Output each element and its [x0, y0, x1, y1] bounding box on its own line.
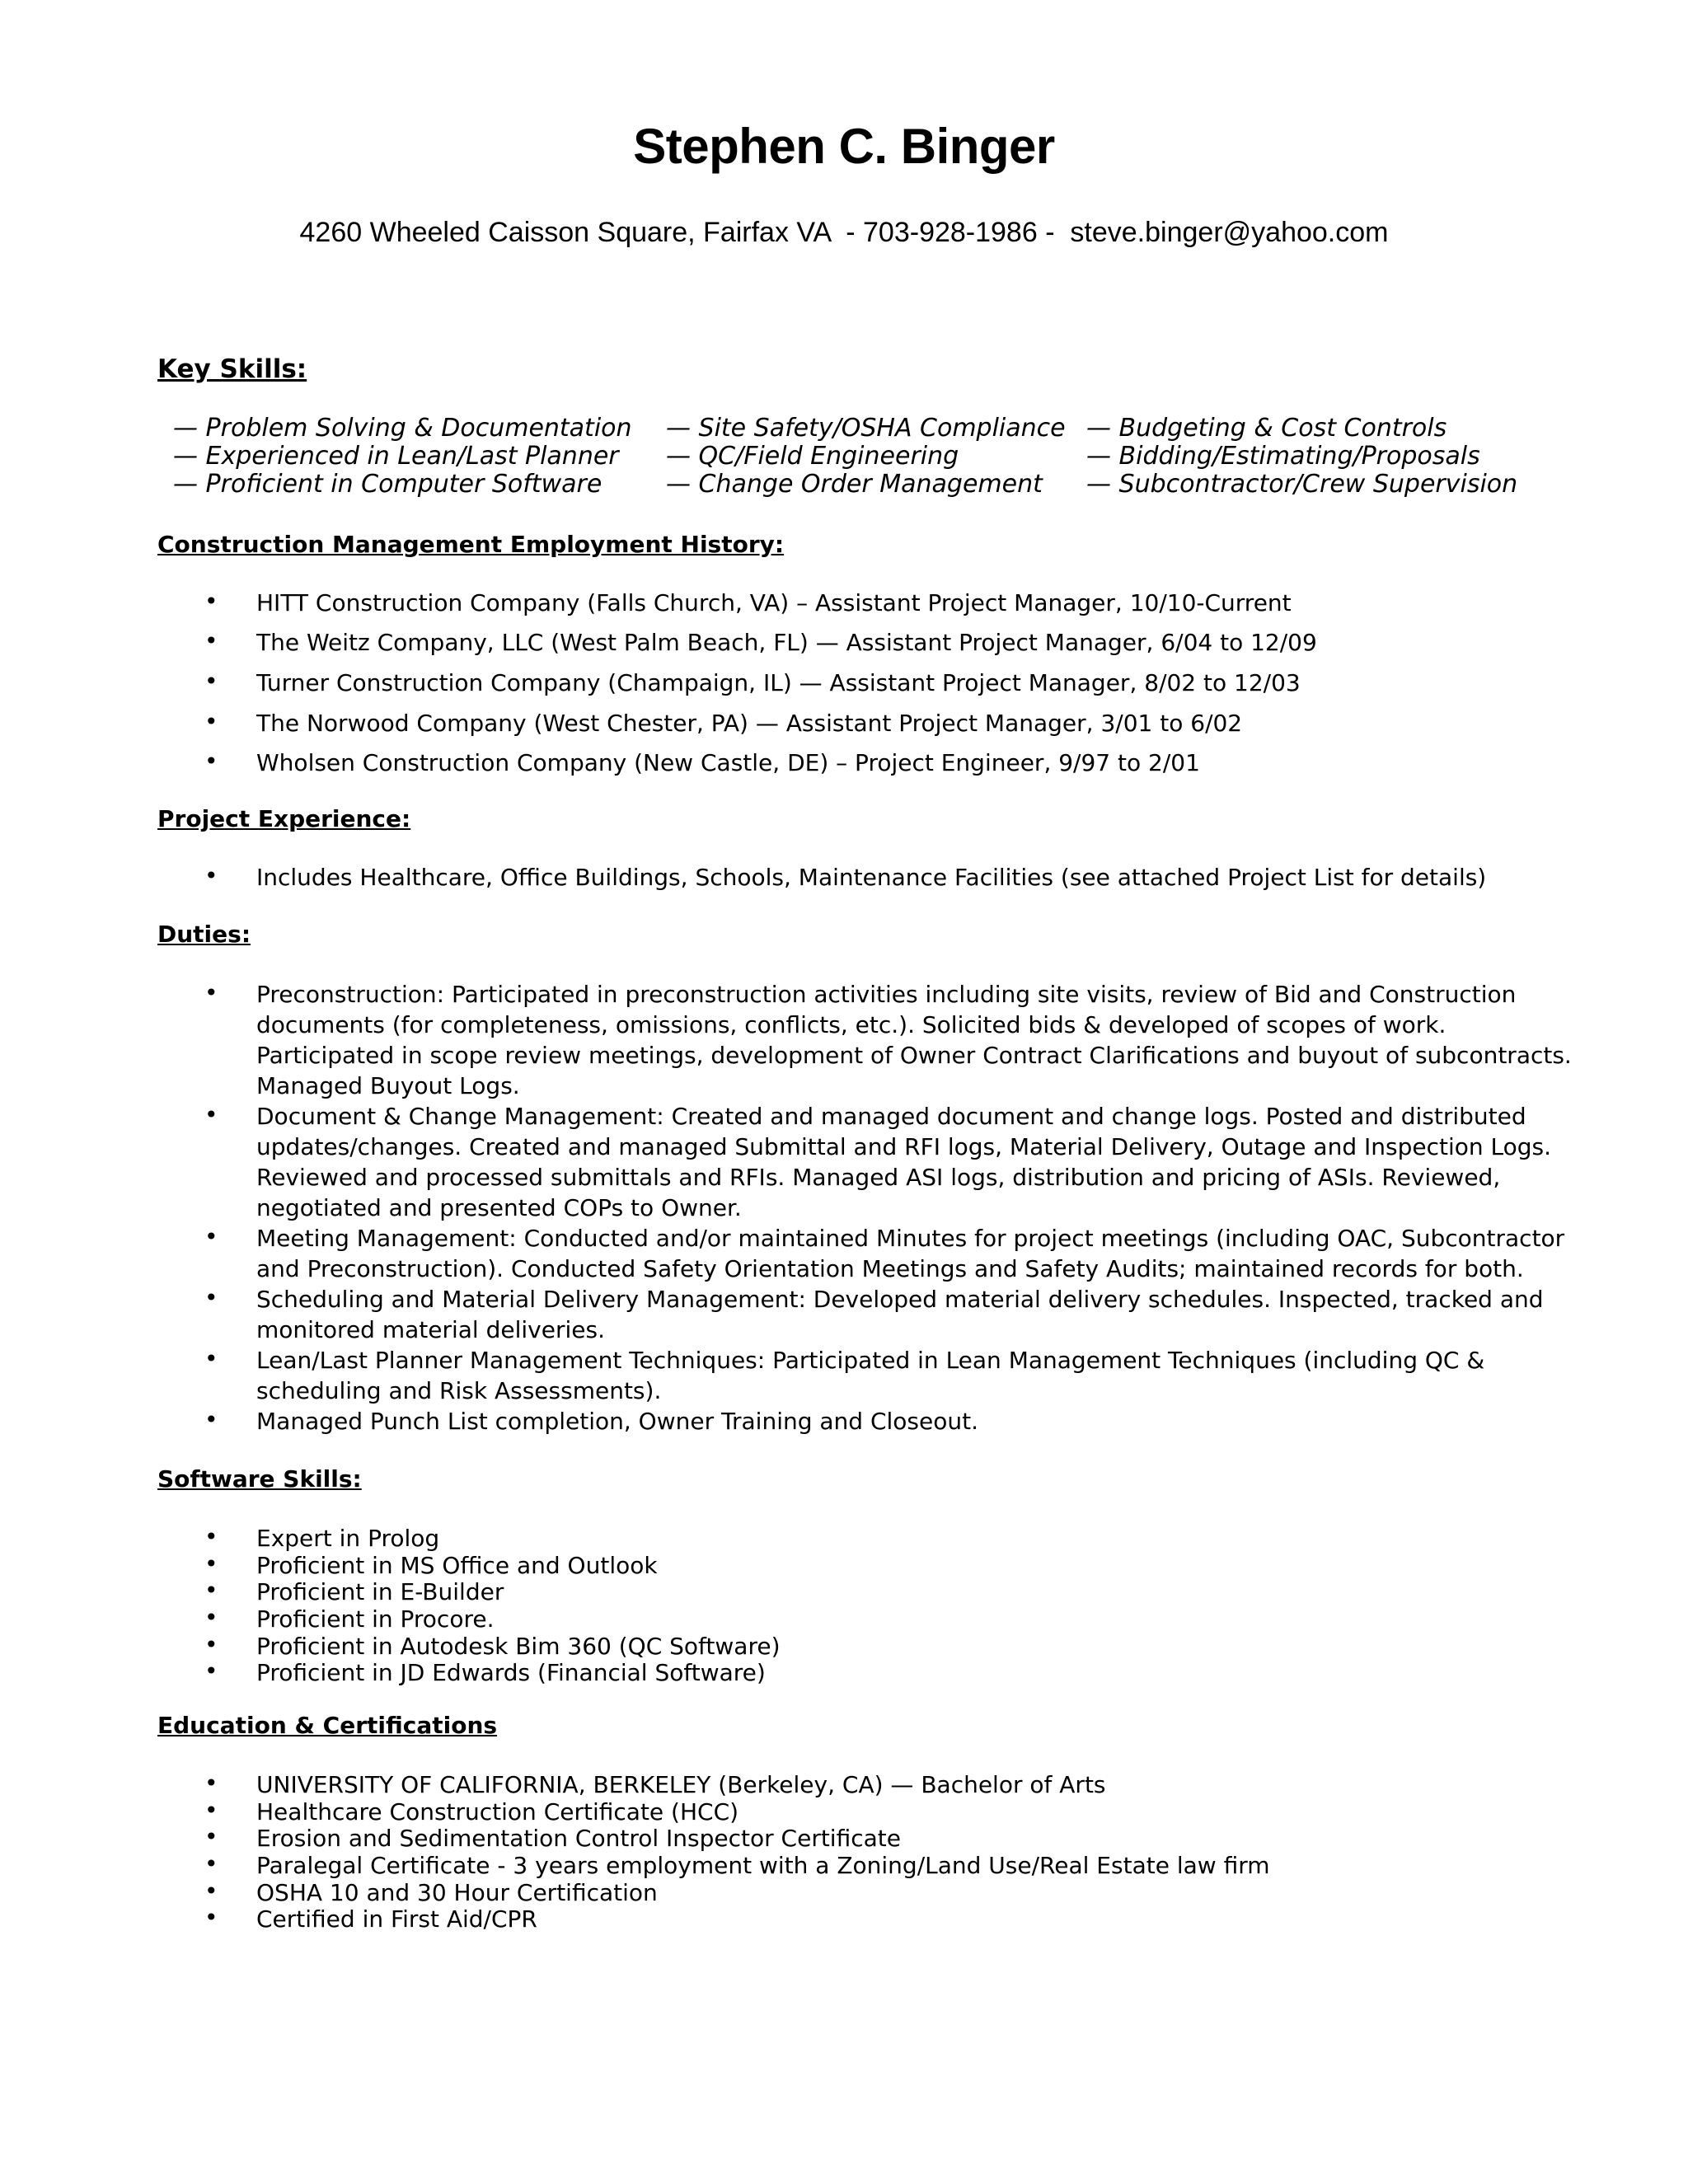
- skill-item: — Experienced in Lean/Last Planner: [173, 442, 619, 471]
- skill-item: — Subcontractor/Crew Supervision: [1086, 470, 1518, 499]
- bullet: •: [204, 1631, 218, 1658]
- bullet: •: [204, 1345, 218, 1372]
- education-heading: Education & Certifications: [157, 1712, 498, 1739]
- bullet: •: [204, 1523, 218, 1550]
- project-experience-item: Includes Healthcare, Office Buildings, Schools, Maintenance Facilities (see attached Project List for details): [256, 864, 1487, 891]
- employment-item: Wholsen Construction Company (New Castle, DE) – Project Engineer, 9/97 to 2/01: [256, 749, 1200, 776]
- duty-line: monitored material deliveries.: [256, 1316, 605, 1343]
- duty-line: scheduling and Risk Assessments).: [256, 1377, 662, 1404]
- bullet: •: [204, 1577, 218, 1604]
- project-experience-heading: Project Experience:: [157, 805, 411, 832]
- skill-item: — Budgeting & Cost Controls: [1086, 414, 1447, 443]
- duty-line: negotiated and presented COPs to Owner.: [256, 1194, 742, 1221]
- duty-line: documents (for completeness, omissions, conflicts, etc.). Solicited bids & developed of scopes of work.: [256, 1011, 1447, 1038]
- duty-line: Preconstruction: Participated in preconstruction activities including site visits, review of Bid and Construction: [256, 981, 1517, 1008]
- duty-line: Participated in scope review meetings, development of Owner Contract Clarifications and buyout of subcontracts.: [256, 1042, 1572, 1069]
- duty-line: updates/changes. Created and managed Submittal and RFI logs, Material Delivery, Outage and Inspection Logs.: [256, 1133, 1552, 1160]
- education-item: OSHA 10 and 30 Hour Certification: [256, 1879, 658, 1906]
- key-skills-heading: Key Skills:: [157, 354, 307, 384]
- employment-item: The Weitz Company, LLC (West Palm Beach, FL) — Assistant Project Manager, 6/04 to 12/09: [256, 629, 1317, 656]
- software-item: Proficient in Procore.: [256, 1605, 495, 1633]
- contact-line: 4260 Wheeled Caisson Square, Fairfax VA - 703-928-1986 - steve.binger@yahoo.com: [299, 217, 1389, 248]
- bullet: •: [204, 1850, 218, 1877]
- education-item: UNIVERSITY OF CALIFORNIA, BERKELEY (Berkeley, CA) — Bachelor of Arts: [256, 1771, 1106, 1798]
- duty-item: [256, 1406, 1526, 1436]
- education-item: Erosion and Sedimentation Control Inspector Certificate: [256, 1825, 901, 1852]
- skill-item: — Change Order Management: [666, 470, 1043, 499]
- duties-heading: Duties:: [157, 921, 251, 948]
- software-item: Expert in Prolog: [256, 1525, 440, 1552]
- skill-item: — Site Safety/OSHA Compliance: [666, 414, 1066, 443]
- skill-item: — Problem Solving & Documentation: [173, 414, 632, 443]
- bullet: •: [204, 588, 218, 615]
- software-item: Proficient in JD Edwards (Financial Software): [256, 1659, 766, 1686]
- duty-line: Managed Punch List completion, Owner Training and Closeout.: [256, 1408, 978, 1435]
- bullet: •: [204, 627, 218, 654]
- duty-item: [256, 1101, 1552, 1223]
- software-item: Proficient in Autodesk Bim 360 (QC Software): [256, 1633, 781, 1660]
- bullet: •: [204, 1284, 218, 1311]
- bullet: •: [204, 1769, 218, 1797]
- employment-heading: Construction Management Employment History:: [157, 531, 785, 558]
- bullet: •: [204, 1223, 218, 1250]
- employment-item: The Norwood Company (West Chester, PA) — Assistant Project Manager, 3/01 to 6/02: [256, 710, 1243, 737]
- duty-line: Meeting Management: Conducted and/or maintained Minutes for project meetings (including OAC, Subcontractor: [256, 1225, 1565, 1252]
- bullet: •: [204, 1797, 218, 1824]
- software-heading: Software Skills:: [157, 1465, 362, 1493]
- employment-item: Turner Construction Company (Champaign, IL) — Assistant Project Manager, 8/02 to 12/03: [256, 669, 1301, 696]
- duty-line: Document & Change Management: Created and managed document and change logs. Posted and distributed: [256, 1103, 1526, 1130]
- bullet: •: [204, 979, 218, 1006]
- bullet: •: [204, 862, 218, 889]
- bullet: •: [204, 1657, 218, 1685]
- education-item: Healthcare Construction Certificate (HCC): [256, 1798, 739, 1825]
- bullet: •: [204, 1604, 218, 1631]
- bullet: •: [204, 1823, 218, 1850]
- bullet: •: [204, 668, 218, 695]
- bullet: •: [204, 1101, 218, 1128]
- bullet: •: [204, 1877, 218, 1905]
- bullet: •: [204, 1406, 218, 1433]
- software-item: Proficient in E-Builder: [256, 1578, 504, 1605]
- education-item: Paralegal Certificate - 3 years employment with a Zoning/Land Use/Real Estate law firm: [256, 1852, 1270, 1879]
- duty-item: [256, 1223, 1565, 1284]
- resume-name: Stephen C. Binger: [633, 119, 1055, 174]
- bullet: •: [204, 1550, 218, 1577]
- duty-line: Lean/Last Planner Management Techniques: Participated in Lean Management Techniques (including QC &: [256, 1347, 1485, 1374]
- duty-item: [256, 1284, 1544, 1345]
- duty-item: [256, 1345, 1526, 1406]
- education-item: Certified in First Aid/CPR: [256, 1905, 537, 1933]
- bullet: •: [204, 748, 218, 775]
- duty-line: Managed Buyout Logs.: [256, 1072, 520, 1099]
- duty-line: and Preconstruction). Conducted Safety Orientation Meetings and Safety Audits; maintained records for both.: [256, 1255, 1524, 1282]
- skill-item: — Bidding/Estimating/Proposals: [1086, 442, 1480, 471]
- skill-item: — QC/Field Engineering: [666, 442, 959, 471]
- bullet: •: [204, 708, 218, 735]
- skill-item: — Proficient in Computer Software: [173, 470, 603, 499]
- duty-line: Scheduling and Material Delivery Management: Developed material delivery schedules. Inspected, tracked and: [256, 1286, 1544, 1313]
- duty-line: Reviewed and processed submittals and RFIs. Managed ASI logs, distribution and pricing of ASIs. Reviewed,: [256, 1164, 1501, 1191]
- bullet: •: [204, 1904, 218, 1931]
- employment-item: HITT Construction Company (Falls Church, VA) – Assistant Project Manager, 10/10-Current: [256, 589, 1292, 616]
- software-item: Proficient in MS Office and Outlook: [256, 1552, 658, 1579]
- duty-item: [256, 979, 1572, 1101]
